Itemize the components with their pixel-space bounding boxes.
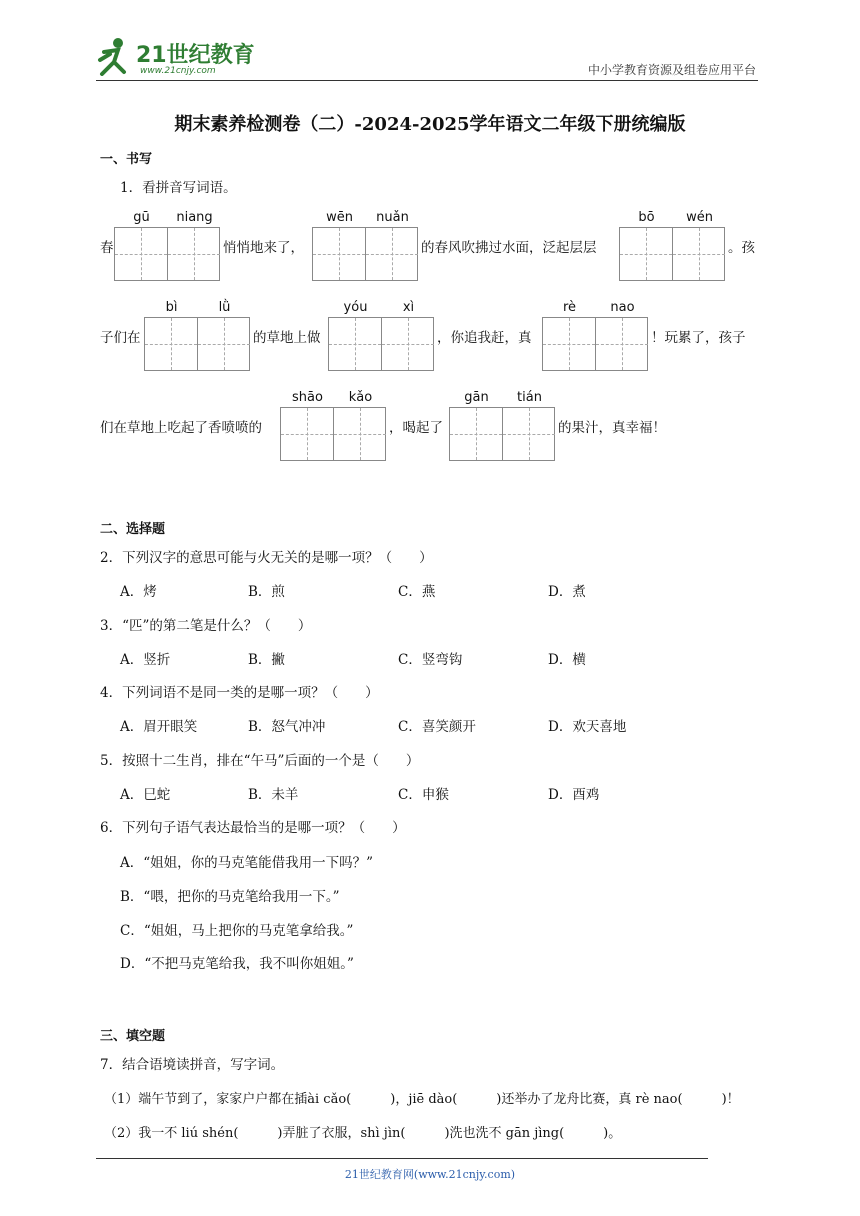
answer-grid[interactable] xyxy=(312,227,418,281)
option[interactable]: C．燕 xyxy=(398,584,436,600)
logo-url: www.21cnjy.com xyxy=(140,66,216,76)
logo-text: 21世纪教育 xyxy=(136,43,255,68)
answer-grid[interactable] xyxy=(280,407,386,461)
pinyin: rè xyxy=(562,300,577,315)
pinyin: wén xyxy=(686,210,713,225)
section-heading-writing: 一、书写 xyxy=(100,152,153,167)
option[interactable]: A．烤 xyxy=(120,584,157,600)
option[interactable]: C．喜笑颜开 xyxy=(398,719,476,735)
option[interactable]: C．申猴 xyxy=(398,787,449,803)
passage-text: 的草地上做 xyxy=(253,330,321,346)
logo xyxy=(96,34,256,80)
passage-text: ！玩累了，孩子 xyxy=(651,330,746,346)
answer-grid[interactable] xyxy=(328,317,434,371)
option[interactable]: D．酉鸡 xyxy=(548,787,600,803)
footer-text: 21世纪教育网(www.21cnjy.com) xyxy=(344,1168,516,1181)
pinyin: bō xyxy=(638,210,655,225)
option[interactable]: D．煮 xyxy=(548,584,586,600)
answer-grid[interactable] xyxy=(114,227,220,281)
question-5-stem: 5．按照十二生肖，排在“午马”后面的一个是（ ） xyxy=(100,753,420,769)
question-2-stem: 2．下列汉字的意思可能与火无关的是哪一项？（ ） xyxy=(100,550,433,566)
pinyin: niang xyxy=(176,210,213,225)
passage-text: ，喝起了 xyxy=(389,420,443,436)
header-divider xyxy=(96,80,758,81)
answer-grid[interactable] xyxy=(144,317,250,371)
pinyin: shāo xyxy=(292,390,323,405)
question-6-stem: 6．下列句子语气表达最恰当的是哪一项？（ ） xyxy=(100,820,406,836)
section-heading-choice: 二、选择题 xyxy=(100,522,166,537)
passage-text: 子们在 xyxy=(100,330,141,346)
option[interactable]: D．欢天喜地 xyxy=(548,719,627,735)
section-heading-fill: 三、填空题 xyxy=(100,1029,166,1044)
pinyin: nuǎn xyxy=(376,210,409,225)
question-7-part-1: （1）端午节到了，家家户户都在插ài cǎo( )，jiē dào( )还举办了龙舟比赛，真 rè nao( )！ xyxy=(104,1092,740,1107)
platform-name: 中小学教育资源及组卷应用平台 xyxy=(587,63,756,77)
answer-grid[interactable] xyxy=(449,407,555,461)
question-3-stem: 3．“匹”的第二笔是什么？（ ） xyxy=(100,618,312,634)
pinyin: lǜ xyxy=(218,300,231,315)
page-title: 期末素养检测卷（二）-2024-2025学年语文二年级下册统编版 xyxy=(174,114,686,135)
option[interactable]: D．“不把马克笔给我，我不叫你姐姐。” xyxy=(120,956,354,972)
option[interactable]: A．竖折 xyxy=(120,652,171,668)
pinyin: gū xyxy=(133,210,150,225)
option[interactable]: B．未羊 xyxy=(248,787,299,803)
option[interactable]: C．“姐姐，马上把你的马克笔拿给我。” xyxy=(120,923,354,939)
passage-text: 春 xyxy=(100,240,114,256)
option[interactable]: D．横 xyxy=(548,652,586,668)
question-1-stem: 1．看拼音写词语。 xyxy=(120,180,237,196)
runner-logo-icon xyxy=(96,36,130,76)
question-7-part-2: （2）我一不 liú shén( )弄脏了衣服，shì jìn( )洗也洗不 gān jìng( )。 xyxy=(104,1126,622,1141)
passage-text: 的果汁，真幸福！ xyxy=(558,420,666,436)
answer-grid[interactable] xyxy=(619,227,725,281)
option[interactable]: B．怒气冲冲 xyxy=(248,719,326,735)
option[interactable]: B．煎 xyxy=(248,584,285,600)
option[interactable]: B．撇 xyxy=(248,652,285,668)
pinyin: xì xyxy=(402,300,415,315)
pinyin: gān xyxy=(464,390,489,405)
footer-divider xyxy=(96,1158,708,1159)
question-7-stem: 7．结合语境读拼音，写字词。 xyxy=(100,1057,285,1073)
option[interactable]: A．“姐姐，你的马克笔能借我用一下吗？” xyxy=(120,855,374,871)
option[interactable]: C．竖弯钩 xyxy=(398,652,463,668)
pinyin: yóu xyxy=(343,300,368,315)
pinyin: bì xyxy=(165,300,178,315)
option[interactable]: B．“喂，把你的马克笔给我用一下。” xyxy=(120,889,340,905)
pinyin: tián xyxy=(517,390,542,405)
passage-text: 悄悄地来了， xyxy=(223,240,304,256)
passage-text: 们在草地上吃起了香喷喷的 xyxy=(100,420,262,436)
question-4-stem: 4．下列词语不是同一类的是哪一项？（ ） xyxy=(100,685,379,701)
passage-text: ，你追我赶，真 xyxy=(437,330,532,346)
passage-text: 的春风吹拂过水面，泛起层层 xyxy=(421,240,597,256)
pinyin: nao xyxy=(610,300,635,315)
passage-text: 。孩 xyxy=(728,240,755,256)
option[interactable]: A．眉开眼笑 xyxy=(120,719,198,735)
option[interactable]: A．巳蛇 xyxy=(120,787,171,803)
answer-grid[interactable] xyxy=(542,317,648,371)
pinyin: wēn xyxy=(326,210,353,225)
pinyin: kǎo xyxy=(348,390,373,405)
